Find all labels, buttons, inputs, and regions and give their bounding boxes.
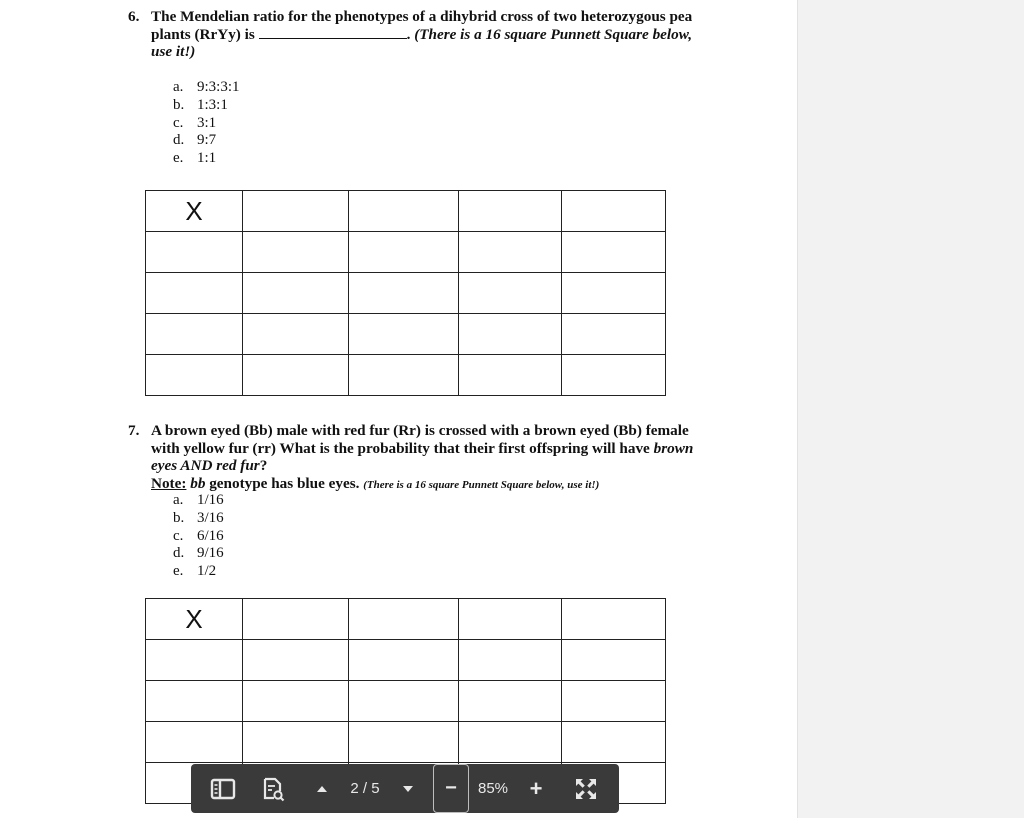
grid-cell (349, 273, 459, 314)
question-6-text (151, 8, 711, 61)
table-row (146, 640, 666, 681)
grid-cell (349, 191, 459, 232)
grid-cell (562, 722, 666, 763)
option-text: 9:3:3:1 (197, 79, 240, 95)
fullscreen-button[interactable] (569, 764, 603, 813)
option-letter: c. (173, 114, 184, 131)
option-a (173, 79, 240, 97)
next-page-button[interactable] (397, 764, 419, 813)
grid-cell (562, 681, 666, 722)
grid-cell (459, 314, 562, 355)
grid-cell (349, 314, 459, 355)
grid-cell (459, 640, 562, 681)
zoom-in-button[interactable]: + (529, 775, 543, 801)
option-letter: b. (173, 96, 185, 113)
sidebar-panel-icon (210, 778, 236, 800)
grid-cell (349, 640, 459, 681)
grid-cell (146, 232, 243, 273)
option-text: 1/2 (197, 563, 217, 580)
fullscreen-icon (574, 777, 598, 801)
document-search-icon (260, 776, 286, 802)
option-text: 3/16 (197, 509, 224, 526)
punnett-square-1 (145, 190, 666, 396)
grid-cell (146, 722, 243, 763)
grid-cell (562, 273, 666, 314)
grid-cell (349, 599, 459, 640)
question-7-stem-end: ? (259, 457, 268, 475)
option-letter: d. (173, 545, 185, 562)
grid-cell (146, 273, 243, 314)
option-text: 1:1 (197, 150, 217, 167)
option-text: 9/16 (197, 545, 224, 562)
question-7-options (173, 492, 224, 581)
option-text: 6/16 (197, 527, 224, 544)
option-b (173, 510, 224, 528)
sidebar-toggle-button[interactable] (205, 764, 241, 813)
option-text: 3:1 (197, 114, 217, 131)
question-7-hint: (There is a 16 square Punnett Square below, use it!) (363, 478, 600, 491)
table-row (146, 722, 666, 763)
grid-cell (146, 681, 243, 722)
grid-cell (243, 681, 349, 722)
option-e (173, 563, 224, 581)
grid-cell (146, 640, 243, 681)
grid-cell (349, 355, 459, 396)
option-e (173, 150, 240, 168)
grid-cell (146, 355, 243, 396)
grid-cell (243, 722, 349, 763)
grid-cell (562, 191, 666, 232)
grid-cell (243, 314, 349, 355)
grid-cell (459, 191, 562, 232)
option-text: 1:3:1 (197, 96, 228, 113)
question-6-stem: The Mendelian ratio for the phenotypes of a dihybrid cross of two heterozygous pea plants (RrYy) is (151, 8, 693, 43)
page-indicator: 2 / 5 (350, 780, 380, 797)
question-6-number: 6. (128, 8, 140, 25)
option-d (173, 545, 224, 563)
search-document-button[interactable] (255, 764, 291, 813)
option-letter: a. (173, 79, 184, 95)
grid-cell (349, 722, 459, 763)
grid-corner-marker: X (146, 599, 243, 640)
grid-cell (562, 355, 666, 396)
table-row (146, 314, 666, 355)
option-text: 1/16 (197, 492, 224, 508)
grid-cell (562, 232, 666, 273)
grid-cell (459, 722, 562, 763)
grid-cell (349, 681, 459, 722)
grid-cell (562, 640, 666, 681)
table-row (146, 273, 666, 314)
question-7-number: 7. (128, 422, 140, 439)
grid-cell (459, 599, 562, 640)
question-7-stem: A brown eyed (Bb) male with red fur (Rr) is crossed with a brown eyed (Bb) female with yellow fur (rr) What is the probability that their first offspring will have (151, 422, 689, 457)
option-c (173, 528, 224, 546)
option-letter: d. (173, 132, 185, 149)
grid-cell (243, 640, 349, 681)
caret-up-icon (316, 785, 328, 793)
option-b (173, 97, 240, 115)
table-row (146, 355, 666, 396)
option-letter: e. (173, 150, 184, 167)
question-6-hint: (There is a 16 square Punnett Square below, use it!) (151, 25, 693, 61)
table-row (146, 599, 666, 640)
option-d (173, 132, 240, 150)
grid-cell (146, 314, 243, 355)
table-row (146, 232, 666, 273)
question-6-stem-end: . (406, 25, 415, 43)
grid-corner-marker: X (146, 191, 243, 232)
option-text: 9:7 (197, 132, 217, 149)
viewer-toolbar (191, 764, 619, 813)
zoom-level: 85% (477, 780, 509, 797)
grid-cell (243, 273, 349, 314)
question-6-options (173, 79, 240, 168)
option-a (173, 492, 224, 510)
option-letter: b. (173, 509, 185, 526)
option-letter: c. (173, 527, 184, 544)
grid-cell (459, 232, 562, 273)
grid-cell (243, 232, 349, 273)
question-7-text (151, 422, 711, 494)
grid-cell (243, 599, 349, 640)
zoom-out-button[interactable]: − (433, 764, 469, 813)
table-row (146, 191, 666, 232)
grid-cell (459, 273, 562, 314)
grid-cell (562, 314, 666, 355)
grid-cell (562, 599, 666, 640)
answer-blank (259, 26, 407, 39)
previous-page-button[interactable] (311, 764, 333, 813)
caret-down-icon (402, 785, 414, 793)
grid-cell (459, 681, 562, 722)
table-row (146, 681, 666, 722)
option-letter: a. (173, 492, 184, 508)
note-genotype: bb (190, 474, 206, 492)
grid-cell (243, 191, 349, 232)
note-label: Note: (151, 474, 187, 492)
question-7-emphasis: brown eyes AND red fur (151, 439, 694, 475)
grid-cell (459, 355, 562, 396)
grid-cell (243, 355, 349, 396)
note-text: genotype has blue eyes. (205, 474, 364, 492)
option-letter: e. (173, 563, 184, 580)
grid-cell (349, 232, 459, 273)
option-c (173, 115, 240, 133)
